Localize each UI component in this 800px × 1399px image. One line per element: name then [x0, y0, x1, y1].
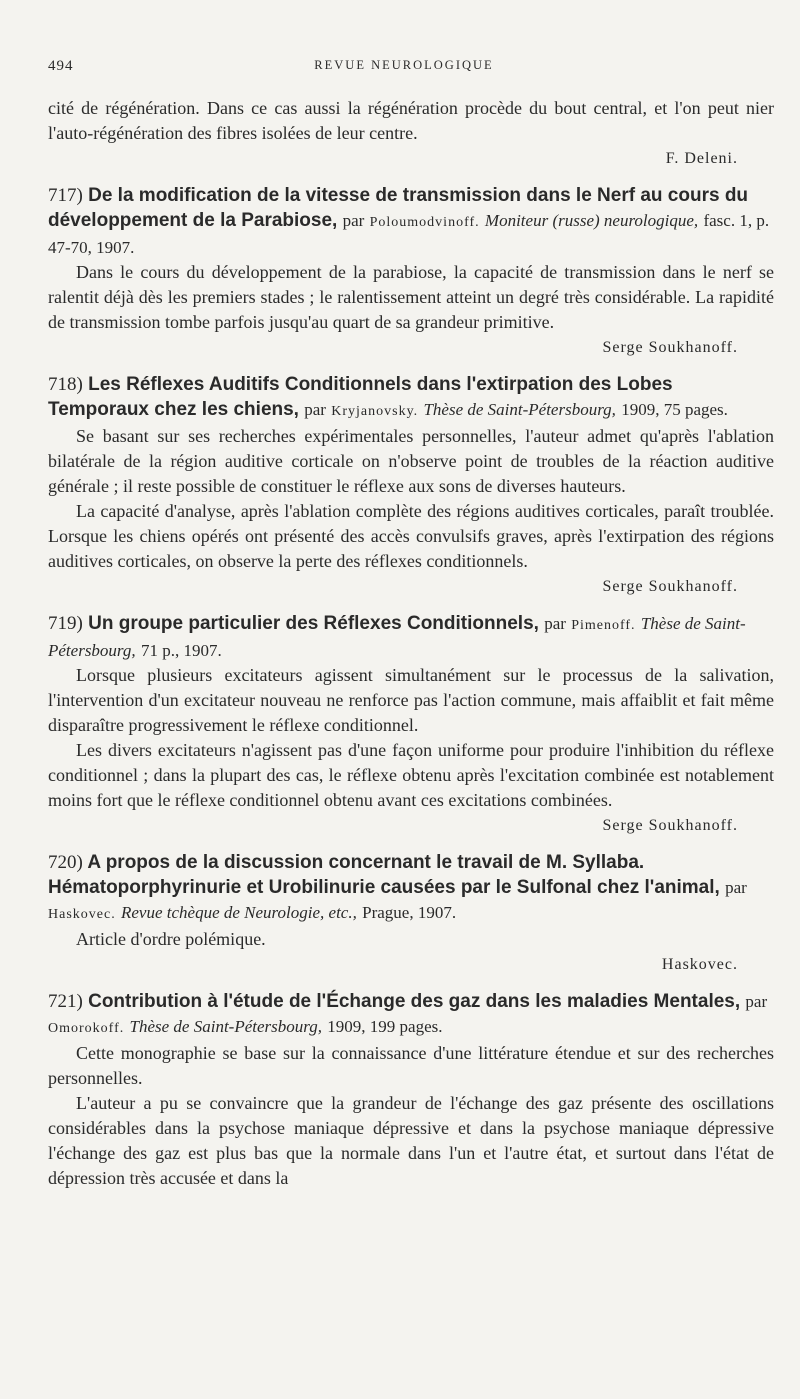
entry-details: Prague, 1907.: [362, 903, 457, 922]
page-number: 494: [48, 58, 74, 74]
intro-paragraph: cité de régénération. Dans ce cas aussi la régénération procède du bout central, et l'on peut nier l'auto-régénération des fibres isolées de leur centre.: [48, 98, 774, 143]
entry-paragraph: L'auteur a pu se convaincre que la grandeur de l'échange des gaz présente des oscillations considérables dans la psychose maniaque dépressive et dans la psychose maniaque dépressive l'échange des gaz est plus bas que la normale dans l'un et l'autre état, et surtout dans l'état de dépression très accusée et dans la: [48, 1093, 774, 1188]
page-content: [48, 96, 774, 1191]
entry-title: [48, 372, 774, 424]
entry-number: 719): [48, 613, 83, 634]
entry-paragraph: Article d'ordre polémique.: [76, 929, 266, 949]
entry-source: Thèse de Saint-Pétersbourg,: [129, 1017, 322, 1036]
entry-signature: Serge Soukhanoff.: [602, 339, 738, 356]
entry-by: par: [544, 614, 566, 633]
entry-title: [48, 850, 774, 927]
entry-number: 718): [48, 374, 83, 395]
entry-title-text: Les Réflexes Auditifs Conditionnels dans l'extirpation des Lobes Temporaux chez les chiens,: [48, 374, 673, 420]
entry-author: Omorokoff.: [48, 1021, 125, 1036]
entry-by: par: [304, 400, 326, 419]
entry-paragraph: Lorsque plusieurs excitateurs agissent simultanément sur le processus de la salivation, l'intervention d'un excitateur nouveau ne renforce pas l'action commune, mais affaiblit et fait même disparaître progressivement le réflexe conditionnel.: [48, 665, 774, 735]
entry-number: 717): [48, 185, 83, 206]
entry-719: [48, 611, 774, 838]
entry-details: 1909, 199 pages.: [327, 1017, 443, 1036]
entry-title: [48, 611, 774, 663]
entry-by: par: [745, 992, 768, 1011]
entry-details: 71 p., 1907.: [140, 641, 222, 660]
entry-720: [48, 850, 774, 977]
entry-details: fasc. 1, p. 47-70, 1907.: [48, 211, 770, 257]
entry-title-text: Un groupe particulier des Réflexes Conditionnels,: [88, 613, 539, 634]
entry-by: par: [725, 878, 747, 897]
entry-title-text: De la modification de la vitesse de transmission dans le Nerf au cours du développement de la Parabiose,: [48, 185, 749, 231]
entry-author: Haskovec.: [48, 907, 116, 922]
entry-source: Revue tchèque de Neurologie, etc.,: [120, 903, 357, 922]
entry-signature: Serge Soukhanoff.: [602, 817, 738, 834]
entry-source: Moniteur (russe) neurologique,: [484, 211, 699, 230]
entry-signature: Haskovec.: [661, 956, 738, 973]
entry-source: Thèse de Saint-Pétersbourg,: [423, 400, 616, 419]
entry-number: 721): [48, 991, 83, 1012]
entry-author: Poloumodvinoff.: [369, 215, 480, 230]
entry-number: 720): [48, 852, 83, 873]
running-title: REVUE NEUROLOGIQUE: [314, 58, 494, 72]
entry-718: [48, 372, 774, 599]
entry-title-text: Contribution à l'étude de l'Échange des gaz dans les maladies Mentales,: [88, 991, 741, 1012]
entry-title: [48, 183, 774, 260]
entry-details: 1909, 75 pages.: [621, 400, 728, 419]
entry-717: [48, 183, 774, 360]
intro-signature: F. Deleni.: [665, 150, 738, 167]
entry-title: [48, 989, 774, 1041]
entry-author: Pimenoff.: [571, 618, 636, 633]
entry-paragraph: Les divers excitateurs n'agissent pas d'une façon uniforme pour produire l'inhibition du réflexe conditionnel ; dans la plupart des cas, le réflexe obtenu après l'excitation combinée est notablement moins fort que le réflexe conditionnel obtenu avant ces excitations combinées.: [48, 740, 774, 810]
entry-source: Thèse de Saint-Pétersbourg,: [48, 614, 746, 660]
entry-721: [48, 989, 774, 1191]
entry-title-text: A propos de la discussion concernant le travail de M. Syllaba. Hématoporphyrinurie et Urobilinurie causées par le Sulfonal chez l'animal,: [48, 852, 720, 898]
entry-author: Kryjanovsky.: [331, 404, 419, 419]
entry-signature: Serge Soukhanoff.: [602, 578, 738, 595]
entry-paragraph: Se basant sur ses recherches expérimentales personnelles, l'auteur admet qu'après l'ablation bilatérale de la région auditive corticale on n'observe point de troubles de la réaction auditive générale ; il reste possible de constituer le réflexe aux sons de diverses hauteurs.: [48, 426, 774, 496]
entry-paragraph: Dans le cours du développement de la parabiose, la capacité de transmission dans le nerf se ralentit déjà dès les premiers stades ; le ralentissement atteint un degré très considérable. La rapidité de transmission tombe parfois jusqu'au quart de sa grandeur primitive.: [48, 262, 774, 332]
entry-paragraph: Cette monographie se base sur la connaissance d'une littérature étendue et sur des recherches personnelles.: [48, 1043, 774, 1088]
entry-by: par: [342, 211, 365, 230]
entry-paragraph: La capacité d'analyse, après l'ablation complète des régions auditives corticales, paraît troublée. Lorsque les chiens opérés ont présenté des accès convulsifs graves, après l'extirpation des régions auditives corticales, on observe la perte des réflexes conditionnels.: [48, 501, 774, 571]
